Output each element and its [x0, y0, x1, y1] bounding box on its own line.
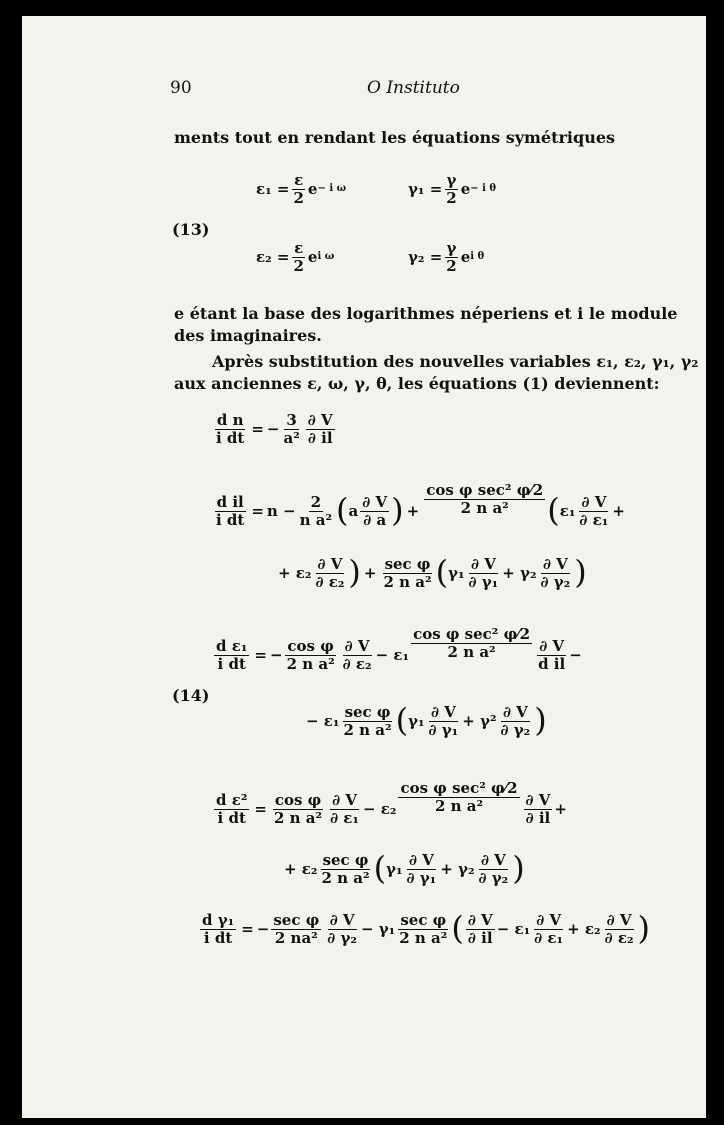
frac: [536, 638, 567, 672]
minus: −: [266, 419, 280, 438]
numerator: sec φ: [384, 555, 431, 573]
frac: [398, 780, 519, 814]
denominator: ∂ ε₂: [604, 928, 634, 947]
denominator: ∂ γ₁: [468, 572, 499, 591]
numerator: ∂ V: [408, 851, 434, 869]
right-paren: ): [574, 553, 587, 592]
denominator: ∂ ε₁: [534, 928, 564, 947]
denominator: 2 n a²: [460, 498, 509, 517]
frac: [313, 556, 346, 590]
denominator: ∂ γ₂: [500, 720, 531, 739]
n-minus: n −: [266, 501, 296, 520]
eq13-label: (13): [172, 220, 210, 239]
numerator: ∂ V: [536, 911, 562, 929]
denominator: n a²: [299, 510, 333, 529]
eq13-eps1: [256, 172, 346, 206]
frac: [272, 792, 324, 826]
frac: [214, 494, 246, 528]
numerator: sec φ: [400, 911, 447, 929]
frac: [328, 792, 361, 826]
numerator: ∂ V: [539, 637, 565, 655]
frac: [214, 638, 249, 672]
gam1: γ₁: [408, 711, 425, 730]
denominator: ∂ a: [363, 510, 387, 529]
eq13-g2-lhs: γ₂ =: [408, 247, 443, 266]
frac: [341, 638, 374, 672]
numerator: d il: [216, 493, 244, 511]
equals: =: [251, 419, 264, 438]
numerator: ∂ V: [329, 911, 355, 929]
minus: −: [569, 645, 582, 664]
text-line-1: ments tout en rendant les équations symétriques: [174, 128, 616, 147]
denominator: ∂ γ₂: [478, 868, 509, 887]
plus: +: [612, 501, 625, 520]
numerator: cos φ: [274, 791, 322, 809]
numerator: ∂ V: [542, 555, 568, 573]
eq14-label: (14): [172, 686, 210, 705]
eq14-line-de2: [212, 768, 567, 826]
denominator: d il: [538, 654, 566, 673]
frac: [477, 852, 511, 886]
exponent: i θ: [470, 251, 485, 262]
minus-eps1: − ε₁: [496, 919, 531, 938]
minus-eps1: − ε₁: [375, 645, 410, 664]
frac: [467, 556, 501, 590]
eq13-gam2: [408, 240, 484, 274]
exp-base: e: [460, 247, 471, 266]
numerator: sec φ: [273, 911, 320, 929]
denominator: i dt: [203, 928, 233, 947]
eq14-line-de1-cont: [306, 701, 547, 740]
eps1: ε₁: [559, 501, 576, 520]
numerator: ∂ V: [332, 791, 357, 809]
denominator: 2: [446, 256, 457, 275]
numerator: ε: [294, 171, 304, 189]
plus-gam2: + γ₂: [440, 859, 475, 878]
left-paren: (: [336, 491, 349, 530]
frac: [360, 494, 389, 528]
numerator: ∂ V: [480, 851, 506, 869]
denominator: 2: [293, 188, 304, 207]
numerator: ∂ V: [470, 555, 496, 573]
denominator: ∂ γ₁: [406, 868, 437, 887]
eq14-line-dg1: [198, 909, 651, 948]
denominator: ∂ ε₂: [342, 654, 372, 673]
numerator: ∂ V: [344, 637, 370, 655]
eq13-frac: [444, 172, 458, 206]
numerator: ∂ V: [430, 703, 456, 721]
exp-base: e: [307, 247, 318, 266]
frac: [306, 412, 335, 446]
frac: [405, 852, 439, 886]
minus-eps2: − ε₂: [363, 799, 397, 818]
denominator: ∂ ε₁: [579, 510, 609, 529]
numerator: cos φ: [287, 637, 334, 655]
right-paren: ): [348, 553, 361, 592]
denominator: ∂ il: [307, 428, 333, 447]
frac: [200, 912, 236, 946]
denominator: ∂ γ₂: [540, 572, 571, 591]
right-paren: ): [637, 909, 651, 948]
exp-base: e: [307, 179, 318, 198]
numerator: ∂ V: [525, 791, 551, 809]
a: a: [348, 501, 359, 520]
para-apres-line-1: Après substitution des nouvelles variables ε₁, ε₂, γ₁, γ₂: [212, 352, 699, 371]
exponent: − i θ: [470, 183, 497, 194]
equals: =: [254, 799, 267, 818]
numerator: ∂ V: [362, 493, 388, 511]
frac: [411, 626, 532, 660]
equals: =: [241, 919, 254, 938]
denominator: 2: [293, 256, 304, 275]
denominator: 2 n a²: [434, 796, 484, 815]
plus: +: [554, 799, 567, 818]
plus-gam-sq: + γ²: [462, 711, 497, 730]
left-paren: (: [451, 909, 464, 948]
numerator: ∂ V: [317, 555, 343, 573]
denominator: i dt: [217, 808, 246, 827]
denominator: 2 n a²: [273, 808, 323, 827]
exponent: i ω: [317, 251, 335, 262]
left-paren: (: [373, 849, 387, 888]
frac: [424, 482, 545, 516]
denominator: 2 n a²: [343, 720, 392, 739]
denominator: i dt: [217, 654, 246, 673]
frac: [499, 704, 533, 738]
numerator: cos φ sec² φ⁄2: [426, 481, 544, 499]
numerator: d ε₁: [216, 637, 248, 655]
denominator: ∂ ε₂: [315, 572, 345, 591]
right-paren: ): [512, 849, 525, 888]
plus-eps2: + ε₂: [284, 859, 318, 878]
frac: [603, 912, 636, 946]
numerator: d ε²: [216, 791, 248, 809]
numerator: ∂ V: [502, 703, 528, 721]
frac: [214, 412, 246, 446]
para-e-line-2: des imaginaires.: [174, 326, 322, 345]
page-number: 90: [170, 78, 192, 98]
numerator: ∂ V: [581, 493, 607, 511]
eq14-line-dil: [212, 470, 625, 528]
exponent: − i ω: [317, 183, 347, 194]
running-title: O Instituto: [367, 78, 460, 98]
eq13-e2-lhs: ε₂ =: [256, 247, 290, 266]
denominator: ∂ il: [467, 928, 493, 947]
eq14-line-de1: [212, 614, 582, 672]
frac: [427, 704, 461, 738]
numerator: ∂ V: [606, 911, 632, 929]
frac: [397, 912, 449, 946]
denominator: ∂ il: [525, 808, 551, 827]
frac: [532, 912, 565, 946]
gam1: γ₁: [386, 859, 403, 878]
minus: −: [256, 919, 270, 938]
eq13-eps2: [256, 240, 334, 274]
equals: =: [254, 645, 267, 664]
denominator: i dt: [216, 428, 245, 447]
page: [22, 16, 706, 1118]
frac: [524, 792, 553, 826]
numerator: 3: [286, 411, 297, 429]
left-paren: (: [435, 553, 449, 592]
eq14-line-dn: [212, 412, 337, 446]
numerator: ∂ V: [467, 911, 493, 929]
eq13-frac: [291, 240, 305, 274]
numerator: 2: [310, 493, 322, 511]
numerator: sec φ: [322, 851, 369, 869]
denominator: 2 n a²: [321, 868, 370, 887]
denominator: 2 n a²: [286, 654, 335, 673]
minus-eps1: − ε₁: [306, 711, 340, 730]
minus: −: [269, 645, 283, 664]
numerator: sec φ: [344, 703, 391, 721]
frac: [341, 704, 393, 738]
numerator: γ: [446, 239, 457, 257]
frac: [285, 638, 337, 672]
numerator: ∂ V: [307, 411, 333, 429]
right-paren: ): [391, 491, 404, 530]
numerator: d γ₁: [202, 911, 235, 929]
numerator: cos φ sec² φ⁄2: [400, 779, 518, 797]
frac: [577, 494, 610, 528]
eq13-gam1: [408, 172, 496, 206]
eq13-g1-lhs: γ₁ =: [408, 179, 443, 198]
denominator: 2 na²: [274, 928, 318, 947]
eq13-frac: [444, 240, 458, 274]
minus-gam1: − γ₁: [360, 919, 396, 938]
eq14-line-dil-cont: [278, 553, 587, 592]
left-paren: (: [547, 491, 560, 530]
plus-eps2: + ε₂: [278, 563, 312, 582]
frac: [271, 912, 321, 946]
frac: [319, 852, 371, 886]
plus-eps2: + ε₂: [567, 919, 601, 938]
eq13-e1-lhs: ε₁ =: [256, 179, 290, 198]
eq14-line-de2-cont: [284, 849, 525, 888]
denominator: 2 n a²: [447, 642, 496, 661]
eq13-frac: [291, 172, 305, 206]
frac: [381, 556, 433, 590]
gam1: γ₁: [448, 563, 465, 582]
left-paren: (: [395, 701, 409, 740]
denominator: 2 n a²: [383, 572, 432, 591]
frac: [214, 792, 249, 826]
numerator: cos φ sec² φ⁄2: [413, 625, 531, 643]
plus-gam2: + γ₂: [502, 563, 537, 582]
numerator: γ: [446, 171, 457, 189]
denominator: ∂ ε₁: [330, 808, 359, 827]
denominator: ∂ γ₂: [327, 928, 357, 947]
equals: =: [251, 501, 264, 520]
exp-base: e: [460, 179, 471, 198]
frac: [298, 494, 334, 528]
denominator: a²: [283, 428, 300, 447]
denominator: 2: [446, 188, 457, 207]
para-e-line-1: e étant la base des logarithmes néperiens et i le module: [174, 304, 678, 323]
frac: [539, 556, 573, 590]
right-paren: ): [534, 701, 547, 740]
frac: [325, 912, 359, 946]
denominator: 2 n a²: [399, 928, 448, 947]
denominator: ∂ γ₁: [428, 720, 459, 739]
numerator: d n: [216, 411, 244, 429]
denominator: i dt: [216, 510, 245, 529]
frac: [282, 412, 302, 446]
para-apres-line-2: aux anciennes ε, ω, γ, θ, les équations (1) deviennent:: [174, 374, 660, 393]
plus: +: [406, 501, 420, 520]
frac: [466, 912, 495, 946]
plus: +: [363, 563, 377, 582]
numerator: ε: [294, 239, 304, 257]
